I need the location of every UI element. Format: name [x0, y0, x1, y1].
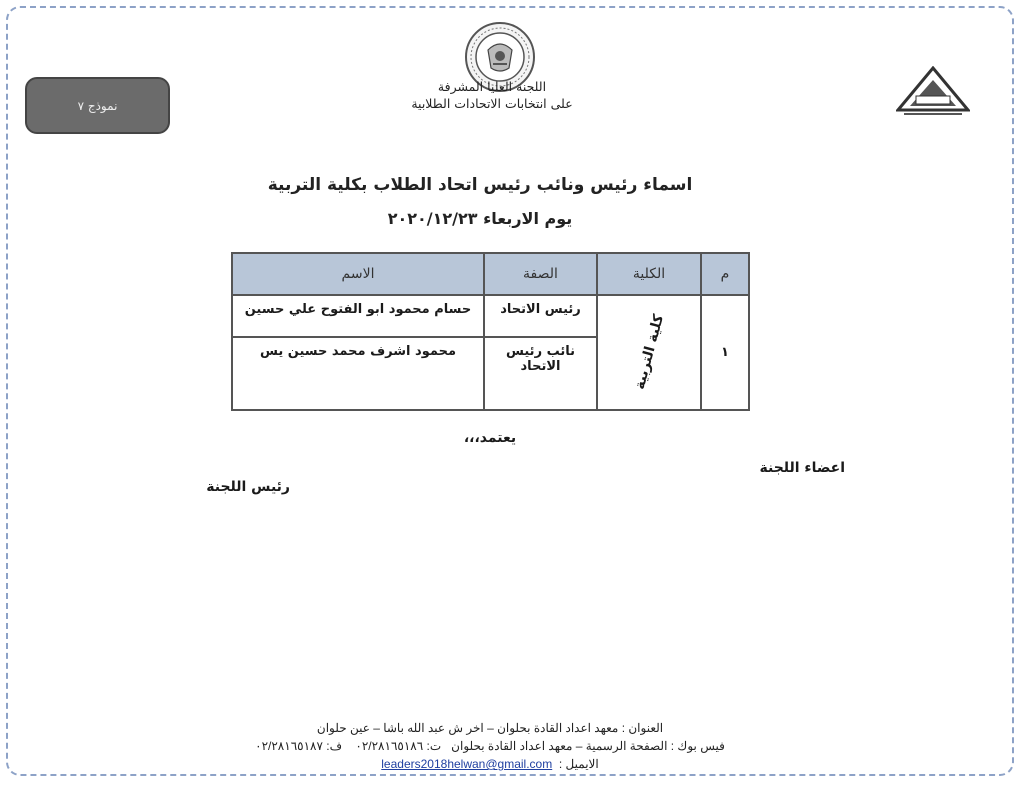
name-cell: حسام محمود ابو الفتوح علي حسين [232, 295, 484, 337]
document-date: يوم الاربعاء ٢٠٢٠/١٢/٢٣ [387, 209, 573, 228]
header-serial: م [701, 253, 749, 295]
header-faculty: الكلية [597, 253, 701, 295]
committee-members-label: اعضاء اللجنة [759, 460, 845, 476]
header-role: الصفة [484, 253, 597, 295]
footer-email-label: الايميل : [558, 757, 599, 771]
footer-facebook: فيس بوك : الصفحة الرسمية – معهد اعداد القادة بحلوان [451, 739, 725, 753]
committee-line-2: على انتخابات الاتحادات الطلابية [411, 96, 573, 111]
footer-contact-line [240, 737, 740, 755]
role-cell: رئيس الاتحاد [484, 295, 597, 337]
footer-fax: ف: ٠٢/٢٨١٦٥١٨٧ [255, 739, 343, 753]
footer-phone: ت: ٠٢/٢٨١٦٥١٨٦ [355, 739, 442, 753]
serial-cell: ١ [701, 295, 749, 410]
committee-heading [360, 78, 624, 112]
results-table [231, 252, 750, 411]
form-number-badge: نموذج ٧ [25, 77, 170, 134]
university-logo [896, 66, 970, 118]
header-name: الاسم [232, 253, 484, 295]
footer-email-link[interactable]: leaders2018helwan@gmail.com [381, 757, 553, 771]
document-title: اسماء رئيس ونائب رئيس اتحاد الطلاب بكلية التربية [267, 175, 693, 195]
name-cell: محمود اشرف محمد حسين يس [232, 337, 484, 410]
footer-address: العنوان : معهد اعداد القادة بحلوان – اخر ش عبد الله باشا – عين حلوان [316, 721, 664, 735]
faculty-label: كلية التربية [631, 312, 667, 392]
role-cell: نائب رئيس الاتحاد [484, 337, 597, 410]
committee-line-1: اللجنة العليا المشرفة [437, 79, 547, 94]
table-row [232, 295, 749, 337]
footer [240, 719, 740, 773]
committee-chairman-label: رئيس اللجنة [206, 479, 290, 495]
approval-text: يعتمد،،، [463, 430, 517, 446]
footer-email-line [240, 755, 740, 773]
table-header-row [232, 253, 749, 295]
faculty-cell [597, 295, 701, 410]
